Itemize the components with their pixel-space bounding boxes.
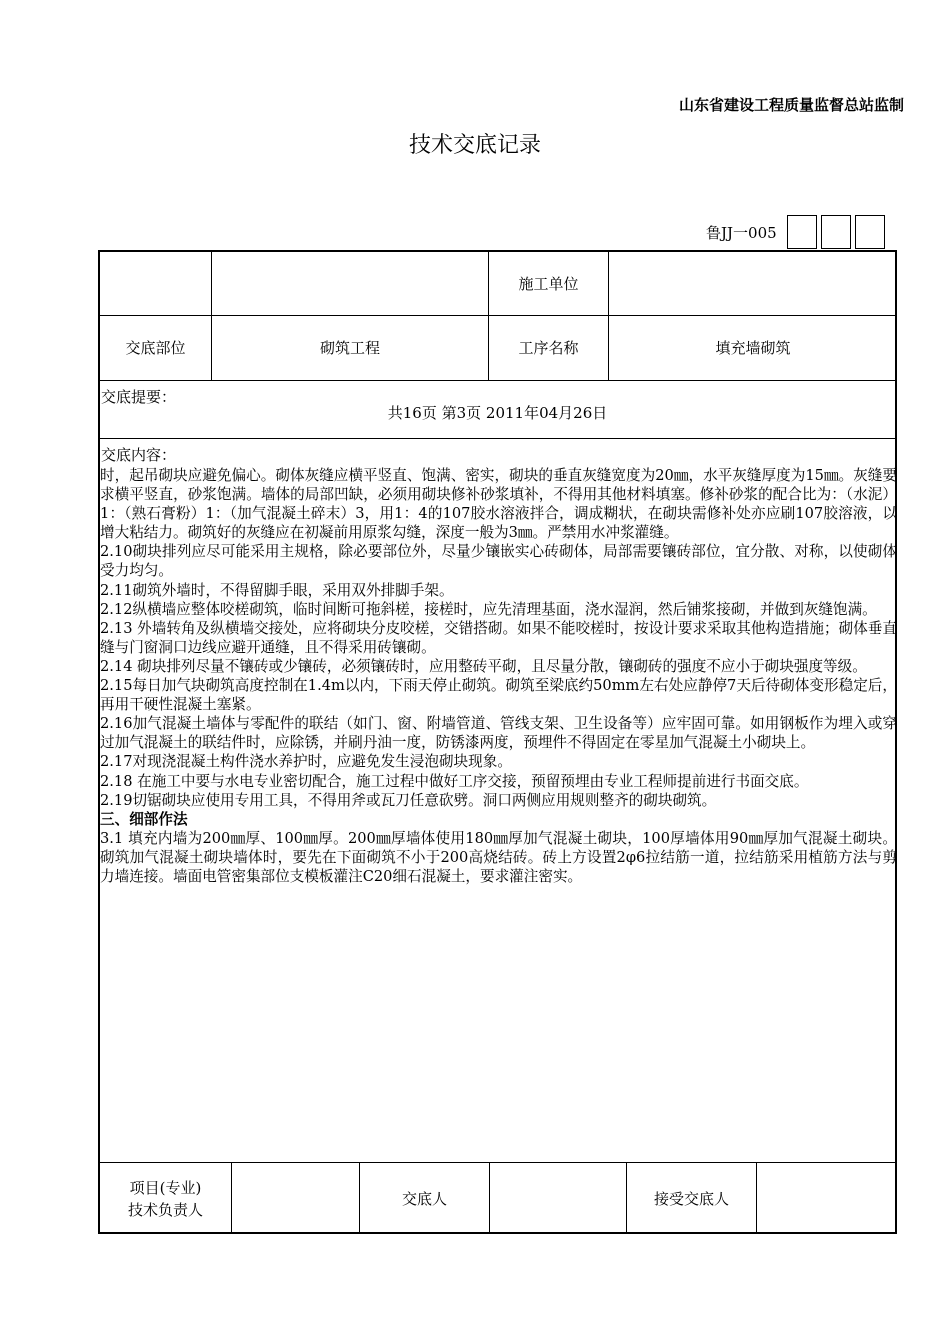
section-title: 三、细部作法 <box>100 810 188 828</box>
process-name-label: 工序名称 <box>518 339 579 357</box>
content-paragraph: 2.16加气混凝土墙体与零配件的联结（如门、窗、附墙管道、管线支架、卫生设备等）应牢固可靠。如用钢板作为埋入或穿过加气混凝土的联结件时，应除锈，并刷丹油一度，防锈漆两度，预埋件不得固定在零星加气混凝土小砌块上。 <box>100 715 897 752</box>
summary-label: 交底提要： <box>101 388 177 406</box>
content-paragraph: 时，起吊砌块应避免偏心。砌体灰缝应横平竖直、饱满、密实，砌块的垂直灰缝宽度为20㎜，水平灰缝厚度为15㎜。灰缝要求横平竖直，砂浆饱满。墙体的局部凹缺，必须用砌块修补砂浆填补，不得用其他材料填塞。修补砂浆的配合比为：（水泥）1：（熟石膏粉）1：（加气混凝土碎末）3，用1：4的107胶水溶液拌合，调成糊状，在砌块需修补处亦应刷107胶溶液，以增大粘结力。砌筑好的灰缝应在初凝前用原浆勾缝，深度一般为3㎜。严禁用水冲浆灌缝。 <box>100 467 897 542</box>
code-box-2[interactable] <box>821 215 851 249</box>
detail-paragraph: 3.1 填充内墙为200㎜厚、100㎜厚。200㎜厚墙体使用180㎜厚加气混凝土砌块，100厚墙体用90㎜厚加气混凝土砌块。砌筑加气混凝土砌块墙体时，要先在下面砌筑不小于200高烧结砖。砖上方设置2φ6拉结筋一道，拉结筋采用植筋方法与剪力墙连接。墙面电管密集部位支模板灌注C20细石混凝土，要求灌注密实。 <box>100 829 897 885</box>
disclosure-part-label: 交底部位 <box>125 339 186 357</box>
content-paragraph: 2.11砌筑外墙时，不得留脚手眼，采用双外排脚手架。 <box>100 581 454 599</box>
content-paragraph: 2.10砌块排列应尽可能采用主规格，除必要部位外，尽量少镶嵌实心砖砌体，局部需要镶砖部位，宜分散、对称，以使砌体受力均匀。 <box>100 543 897 580</box>
content-body <box>100 466 897 886</box>
tech-leader-label <box>100 1163 231 1234</box>
tech-leader-line1: 项目(专业) <box>129 1178 202 1197</box>
page-date-info: 共16页 第3页 2011年04月26日 <box>387 404 608 422</box>
content-paragraph: 2.13 外墙转角及纵横墙交接处，应将砌块分皮咬槎，交错搭砌。如果不能咬槎时，按设计要求采取其他构造措施；砌体垂直缝与门窗洞口边线应避开通缝，且不得采用砖镶砌。 <box>100 619 897 656</box>
construction-unit-value[interactable] <box>609 252 897 315</box>
tech-leader-signature[interactable] <box>232 1163 359 1234</box>
supervisor-note: 山东省建设工程质量监督总站监制 <box>678 96 904 114</box>
content-paragraph: 2.14 砌块排列尽量不镶砖或少镶砖，必须镶砖时，应用整砖平砌，且尽量分散，镶砌砖的强度不应小于砌块强度等级。 <box>100 657 867 675</box>
disclosure-part-value[interactable]: 砌筑工程 <box>319 339 380 357</box>
process-name-value[interactable]: 填充墙砌筑 <box>715 339 791 357</box>
tech-leader-line2: 技术负责人 <box>127 1200 203 1219</box>
row1-blank-label <box>100 252 211 315</box>
form-code-row <box>706 215 885 249</box>
page-title: 技术交底记录 <box>408 133 541 158</box>
discloser-label: 交底人 <box>401 1189 447 1208</box>
code-box-3[interactable] <box>855 215 885 249</box>
construction-unit-label: 施工单位 <box>518 274 579 293</box>
form-code: 鲁JJ一005 <box>706 223 777 242</box>
code-box-1[interactable] <box>787 215 817 249</box>
record-table <box>98 250 897 1234</box>
content-label: 交底内容： <box>101 446 177 464</box>
content-paragraph: 2.18 在施工中要与水电专业密切配合，施工过程中做好工序交接，预留预埋由专业工程师提前进行书面交底。 <box>100 772 809 790</box>
receiver-signature[interactable] <box>757 1163 897 1234</box>
content-paragraph: 2.15每日加气块砌筑高度控制在1.4m以内，下雨天停止砌筑。砌筑至梁底约50mm左右处应静停7天后待砌体变形稳定后，再用干硬性混凝土塞紧。 <box>100 677 897 714</box>
row1-blank-value[interactable] <box>212 252 488 315</box>
content-paragraph: 2.19切锯砌块应使用专用工具，不得用斧或瓦刀任意砍劈。洞口两侧应用规则整齐的砌块砌筑。 <box>100 791 717 809</box>
content-paragraph: 2.17对现浇混凝土构件浇水养护时，应避免发生浸泡砌块现象。 <box>100 753 512 771</box>
receiver-label: 接受交底人 <box>653 1189 729 1208</box>
content-paragraph: 2.12纵横墙应整体咬槎砌筑，临时间断可拖斜槎，接槎时，应先清理基面，浇水湿润，然后铺浆接砌，并做到灰缝饱满。 <box>100 600 877 618</box>
discloser-signature[interactable] <box>490 1163 626 1234</box>
